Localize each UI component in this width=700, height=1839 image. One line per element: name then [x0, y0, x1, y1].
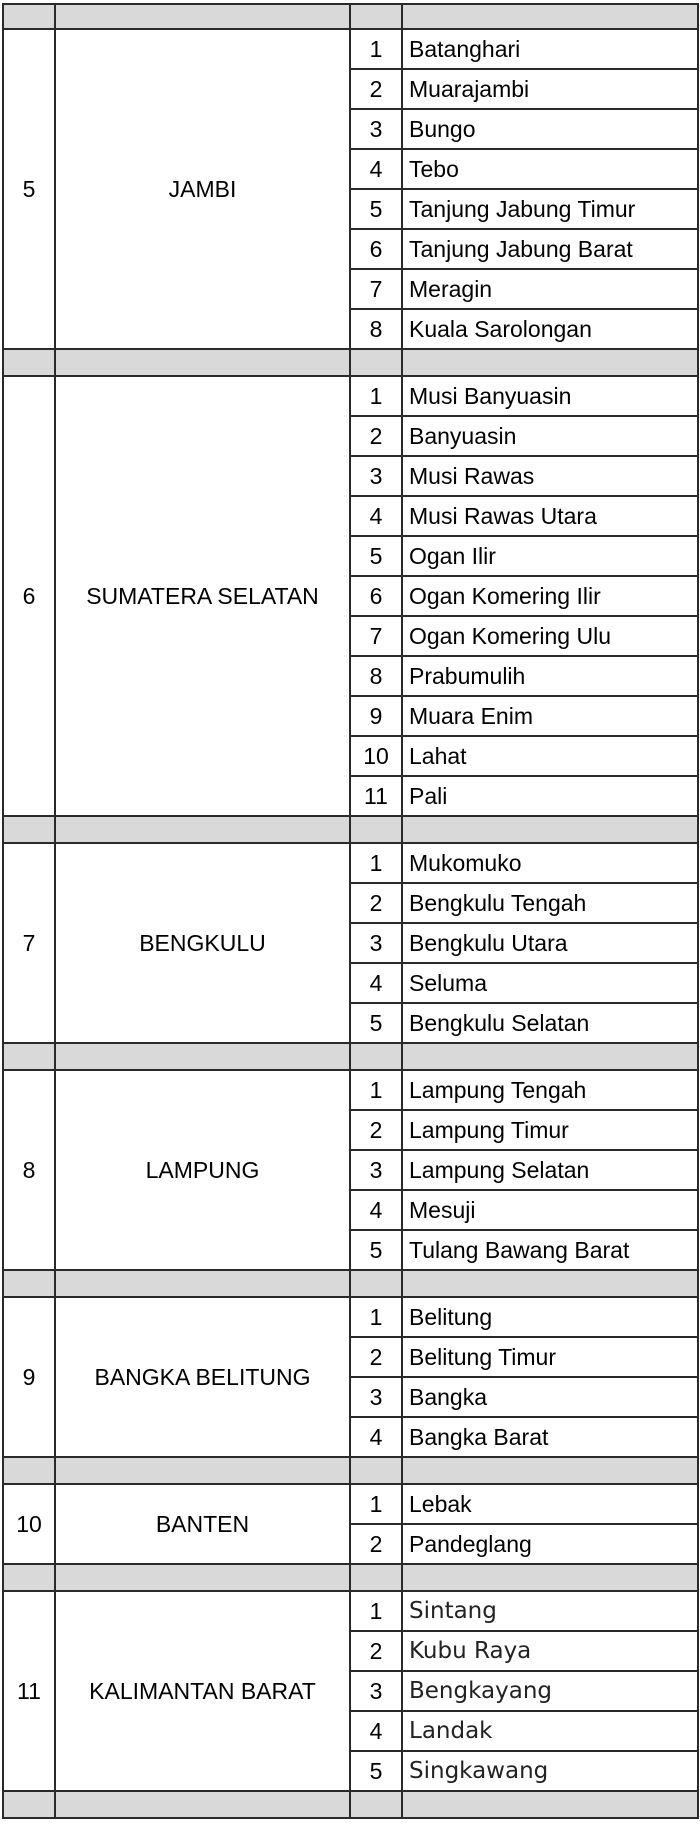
spacer-cell: [350, 349, 402, 376]
regency-index: 5: [350, 1003, 402, 1043]
regency-index: 5: [350, 189, 402, 229]
spacer-cell: [3, 1270, 55, 1297]
regency-name: Bengkulu Utara: [402, 923, 698, 963]
spacer-cell: [350, 816, 402, 843]
spacer-cell: [3, 4, 55, 29]
regency-name: Bungo: [402, 109, 698, 149]
spacer-cell: [55, 4, 350, 29]
regency-name: Muara Enim: [402, 696, 698, 736]
spacer-cell: [402, 1043, 698, 1070]
regency-name: Mesuji: [402, 1190, 698, 1230]
table-row: [3, 1484, 698, 1524]
spacer-cell: [55, 349, 350, 376]
spacer-cell: [350, 1043, 402, 1070]
spacer-cell: [350, 1564, 402, 1591]
spacer-row: [3, 349, 698, 376]
regency-name: Lampung Timur: [402, 1110, 698, 1150]
spacer-cell: [3, 1791, 55, 1818]
regency-index: 1: [350, 1591, 402, 1631]
regency-name: Musi Banyuasin: [402, 376, 698, 416]
regency-index: 4: [350, 496, 402, 536]
regency-name: Tanjung Jabung Barat: [402, 229, 698, 269]
spacer-cell: [55, 1791, 350, 1818]
regency-index: 3: [350, 456, 402, 496]
regency-index: 1: [350, 1297, 402, 1337]
regency-name: Singkawang: [402, 1751, 698, 1791]
table-row: [3, 376, 698, 416]
province-name: LAMPUNG: [55, 1070, 350, 1270]
regency-index: 2: [350, 1631, 402, 1671]
regency-name: Bangka Barat: [402, 1417, 698, 1457]
regency-index: 2: [350, 883, 402, 923]
province-number: 9: [3, 1297, 55, 1457]
regency-index: 4: [350, 1417, 402, 1457]
spacer-cell: [3, 349, 55, 376]
region-table: [2, 3, 699, 1819]
spacer-row: [3, 1043, 698, 1070]
regency-name: Batanghari: [402, 29, 698, 69]
regency-name: Seluma: [402, 963, 698, 1003]
regency-index: 1: [350, 376, 402, 416]
regency-index: 8: [350, 309, 402, 349]
table-row: [3, 29, 698, 69]
regency-index: 1: [350, 843, 402, 883]
regency-index: 4: [350, 149, 402, 189]
region-table-container: [2, 3, 697, 1819]
province-number: 11: [3, 1591, 55, 1791]
regency-index: 3: [350, 109, 402, 149]
province-number: 10: [3, 1484, 55, 1564]
regency-name: Kubu Raya: [402, 1631, 698, 1671]
regency-index: 6: [350, 576, 402, 616]
regency-name: Muarajambi: [402, 69, 698, 109]
regency-index: 2: [350, 416, 402, 456]
regency-index: 4: [350, 963, 402, 1003]
spacer-cell: [402, 4, 698, 29]
regency-index: 3: [350, 923, 402, 963]
province-number: 7: [3, 843, 55, 1043]
regency-index: 4: [350, 1190, 402, 1230]
regency-name: Pandeglang: [402, 1524, 698, 1564]
spacer-cell: [402, 1564, 698, 1591]
regency-name: Lampung Tengah: [402, 1070, 698, 1110]
table-row: [3, 1297, 698, 1337]
spacer-cell: [3, 1457, 55, 1484]
province-name: KALIMANTAN BARAT: [55, 1591, 350, 1791]
regency-index: 3: [350, 1671, 402, 1711]
regency-name: Kuala Sarolongan: [402, 309, 698, 349]
regency-index: 5: [350, 536, 402, 576]
regency-index: 1: [350, 1484, 402, 1524]
spacer-cell: [350, 1457, 402, 1484]
province-name: BANTEN: [55, 1484, 350, 1564]
province-number: 5: [3, 29, 55, 349]
regency-name: Bengkulu Tengah: [402, 883, 698, 923]
regency-name: Musi Rawas Utara: [402, 496, 698, 536]
spacer-cell: [55, 1564, 350, 1591]
regency-name: Lebak: [402, 1484, 698, 1524]
regency-name: Mukomuko: [402, 843, 698, 883]
province-name: JAMBI: [55, 29, 350, 349]
regency-index: 2: [350, 1524, 402, 1564]
regency-name: Musi Rawas: [402, 456, 698, 496]
regency-name: Tulang Bawang Barat: [402, 1230, 698, 1270]
regency-name: Bangka: [402, 1377, 698, 1417]
regency-index: 10: [350, 736, 402, 776]
regency-index: 5: [350, 1230, 402, 1270]
spacer-cell: [402, 816, 698, 843]
regency-index: 4: [350, 1711, 402, 1751]
spacer-cell: [350, 1791, 402, 1818]
spacer-cell: [55, 816, 350, 843]
spacer-row: [3, 1457, 698, 1484]
regency-name: Belitung Timur: [402, 1337, 698, 1377]
regency-index: 7: [350, 269, 402, 309]
table-row: [3, 1070, 698, 1110]
regency-index: 5: [350, 1751, 402, 1791]
spacer-row: [3, 816, 698, 843]
regency-index: 7: [350, 616, 402, 656]
regency-index: 3: [350, 1150, 402, 1190]
spacer-cell: [402, 1791, 698, 1818]
regency-name: Bengkulu Selatan: [402, 1003, 698, 1043]
spacer-cell: [402, 1457, 698, 1484]
spacer-cell: [402, 1270, 698, 1297]
regency-index: 3: [350, 1377, 402, 1417]
regency-name: Ogan Komering Ilir: [402, 576, 698, 616]
province-number: 8: [3, 1070, 55, 1270]
table-row: [3, 843, 698, 883]
spacer-cell: [55, 1270, 350, 1297]
regency-name: Lahat: [402, 736, 698, 776]
spacer-cell: [402, 349, 698, 376]
regency-index: 6: [350, 229, 402, 269]
spacer-row: [3, 4, 698, 29]
regency-name: Prabumulih: [402, 656, 698, 696]
regency-name: Lampung Selatan: [402, 1150, 698, 1190]
regency-name: Banyuasin: [402, 416, 698, 456]
regency-index: 11: [350, 776, 402, 816]
spacer-cell: [3, 1564, 55, 1591]
regency-index: 2: [350, 69, 402, 109]
province-name: SUMATERA SELATAN: [55, 376, 350, 816]
regency-index: 1: [350, 1070, 402, 1110]
regency-name: Belitung: [402, 1297, 698, 1337]
spacer-cell: [3, 816, 55, 843]
regency-name: Landak: [402, 1711, 698, 1751]
regency-name: Bengkayang: [402, 1671, 698, 1711]
regency-name: Tebo: [402, 149, 698, 189]
spacer-row: [3, 1270, 698, 1297]
spacer-cell: [3, 1043, 55, 1070]
regency-name: Tanjung Jabung Timur: [402, 189, 698, 229]
regency-name: Ogan Komering Ulu: [402, 616, 698, 656]
province-number: 6: [3, 376, 55, 816]
province-name: BANGKA BELITUNG: [55, 1297, 350, 1457]
spacer-cell: [55, 1043, 350, 1070]
table-row: [3, 1591, 698, 1631]
regency-name: Pali: [402, 776, 698, 816]
region-table-body: [3, 4, 698, 1818]
regency-name: Sintang: [402, 1591, 698, 1631]
spacer-row: [3, 1564, 698, 1591]
regency-name: Ogan Ilir: [402, 536, 698, 576]
regency-index: 9: [350, 696, 402, 736]
regency-name: Meragin: [402, 269, 698, 309]
spacer-cell: [350, 4, 402, 29]
spacer-cell: [55, 1457, 350, 1484]
regency-index: 1: [350, 29, 402, 69]
regency-index: 2: [350, 1337, 402, 1377]
spacer-row: [3, 1791, 698, 1818]
province-name: BENGKULU: [55, 843, 350, 1043]
spacer-cell: [350, 1270, 402, 1297]
regency-index: 2: [350, 1110, 402, 1150]
regency-index: 8: [350, 656, 402, 696]
